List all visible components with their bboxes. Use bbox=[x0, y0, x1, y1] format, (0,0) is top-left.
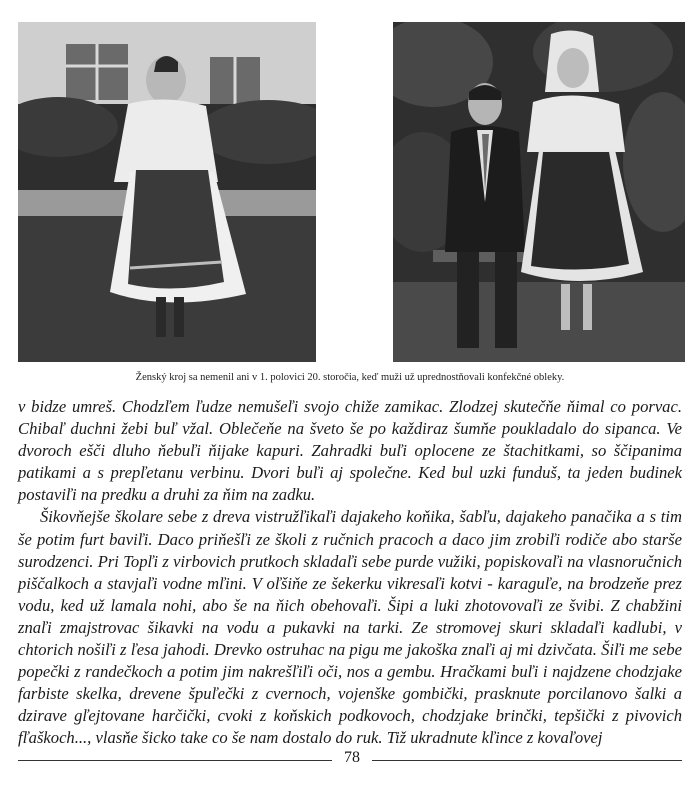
body-text bbox=[18, 396, 682, 750]
page-number: 78 bbox=[344, 749, 360, 766]
paragraph-1: v bidze umreš. Chodzľem ľudze nemušeľi svojo chiže zamikac. Zlodzej skutečňe ňimal co porvac. Chibaľ duchni žebi buľ vžal. Oblečeňe na šveto še po každiraz šumňe poukladalo do sipanca. Ve dvoroch ešči dluho ňebuľi ňijake kapuri. Zahradki buľi oplocene ze štachitkami, so ščipanima patikami a s prepľetanu verbinu. Dvori buľi aj společne. Ked bul uzki funduš, ta jeden budinek postaviľi na predku a druhi za ňim na zadku. bbox=[18, 397, 682, 505]
photo-woman-image bbox=[18, 22, 316, 362]
photo-woman-in-folk-costume bbox=[18, 22, 316, 362]
footer-rule-right bbox=[372, 760, 682, 761]
photo-couple-image bbox=[393, 22, 685, 362]
footer-rule-left bbox=[18, 760, 332, 761]
paragraph-2: Šikovňejše školare sebe z dreva vistružľikaľi dajakeho koňika, šabľu, dajakeho panačika a s tim še potim furt baviľi. Daco priňešľi ze školi z ručnich pracoch a daco jim zrobiľi rodiče abo starše surodzenci. Pri Topľi z virbovich prutkoch skladaľi sebe purde vužiki, popiskovaľi na vlasnoručnich piščalkoch a stavjaľi vodne mľini. V oľšiňe ze šekerku vikresaľi kotvi - karaguľe, na brodzeňe prez vodu, ked už lamala nohi, abo še na ňich obehovaľi. Šipi a luki zhotovovaľi ze švibi. Z chabžini znaľi zmajstrovac šikavki na vodu a pukavki na tarki. Ze stromovej skuri skladaľi kadlubi, v chtorich nošiľi z ľesa jahodi. Drevko ostruhac na pigu me jakoška znaľi aj mi dzivčata. Šiľi me sebe popečki z randečkoch a potim jim nakrešľiľi oči, nos a gembu. Hračkami buľi i najdzene chodzjake farbiste skelka, drevene špuľečki z cvernoch, vojenške gombički, prasknute porcilanovo šalki a dzirave gľejtovane harčički, cvoki z koňskich podkovoch, chodzjake brinčki, tepšički z pivovich fľaškoch..., vlasňe šicko take co še nam dostalo do ruk. Tiž ukradnute kľince z kovaľovej bbox=[18, 507, 682, 748]
photo-caption: Ženský kroj sa nemenil ani v 1. polovici 20. storočia, keď muži už uprednostňovali konfekčné obleky. bbox=[135, 372, 565, 383]
photo-couple-in-costume bbox=[393, 22, 685, 362]
